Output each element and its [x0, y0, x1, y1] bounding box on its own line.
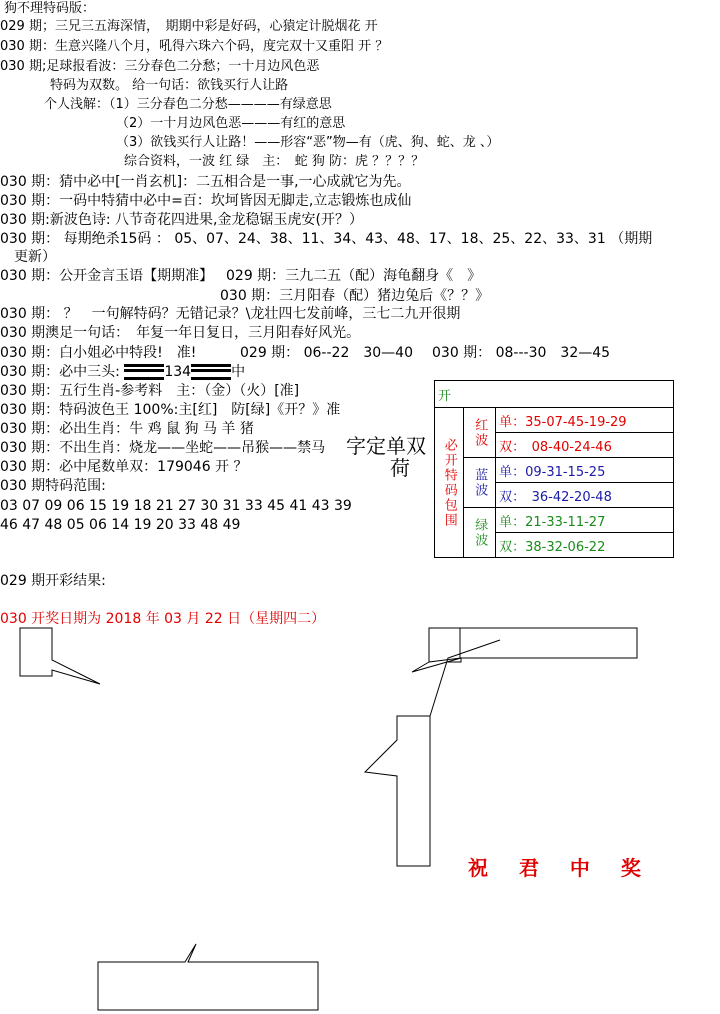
text-line: 029 期；三兄三五海深情， 期期中彩是好码，心猿定计脱烟花 开: [0, 19, 378, 34]
callout-box: [460, 628, 637, 658]
text-line: 030 期：五行生肖-参考料 主：（金）（火）[准]: [0, 383, 300, 399]
red-single: 单：35-07-45-19-29: [496, 408, 674, 433]
red-wave-label: 红波: [464, 408, 496, 458]
value: 中: [231, 364, 246, 380]
text-line: 030 期：三月阳春（配）猪边兔后《？？》: [220, 288, 490, 304]
big-word: 荷: [390, 456, 410, 480]
text-line: 030 期：生意兴隆八个月，吼得六珠六个码，度完双十又重阳 开 ？: [0, 39, 389, 54]
result-title: 029 期开彩结果:: [0, 573, 106, 589]
table-left-label: 必开特码包围: [435, 408, 464, 558]
text-line: 030 期:新波色诗: 八节奇花四进果,金龙稳锯玉虎安(开？）: [0, 212, 363, 228]
text-line: 个人浅解：（1）三分春色二分愁————有绿意思: [44, 97, 332, 112]
text-line: （3）欲钱买行人让路！——形容“恶”物—有（虎、狗、蛇、龙 、）: [116, 135, 500, 150]
text-line: 030 期澳足一句话： 年复一年日复日，三月阳春好风光。: [0, 325, 361, 341]
text-line: （2）一十月边风色恶———有红的意思: [116, 116, 346, 131]
text-line: 030 期：必中尾数单双：179046 开 ？: [0, 459, 248, 475]
text-line: 030 期：特码波色王 100%:主[红] 防[绿]《开？》准: [0, 402, 341, 418]
number-range: 03 07 09 06 15 19 18 21 27 30 31 33 45 41 43 39: [0, 498, 352, 514]
big-word: 字定单双: [346, 434, 426, 458]
text-line: 030 期：不出生肖：烧龙——坐蛇——吊猴——禁马: [0, 440, 326, 456]
text-line: 029 期：三九二五（配）海龟翻身《 》: [226, 268, 482, 284]
draw-date: 030 开奖日期为 2018 年 03 月 22 日（星期四二）: [0, 611, 326, 627]
callout-box: [98, 944, 318, 1010]
text-line: 特码为双数。 给一句话：欲钱买行人让路: [50, 78, 289, 93]
text-line: 030 期：猜中必中[一肖玄机]：二五相合是一事,一心成就它为先。: [0, 174, 411, 190]
green-single: 单：21-33-11-27: [496, 508, 674, 533]
text-line: 综合资料，一波 红 绿 主： 蛇 狗 防：虎 ？？？？: [124, 154, 425, 169]
page-title: 狗不理特码版：: [4, 1, 96, 16]
text-line: 030 期： 每期绝杀15码 ： 05、07、24、38、11、34、43、48、17、18、25、22、33、31 （期期: [0, 231, 653, 247]
blue-wave-label: 蓝波: [464, 458, 496, 508]
text-line: 更新）: [14, 249, 56, 265]
text-line: 030 期;足球报看波：三分春色二分愁；一十月边风色恶: [0, 59, 320, 74]
callout-box: [20, 628, 100, 684]
text-line: 030 期：必出生肖：牛 鸡 鼠 狗 马 羊 猪: [0, 421, 254, 437]
number-range: 46 47 48 05 06 14 19 20 33 48 49: [0, 517, 241, 533]
label: 030 期：必中三头:: [0, 364, 120, 380]
value: 134: [164, 364, 192, 380]
text-line: 030 期特码范围:: [0, 478, 106, 494]
text-line: 030 期： 08---30 32—45: [432, 345, 611, 361]
text-line: 030 期：一码中特猜中必中=百：坎坷皆因无脚走,立志锻炼也成仙: [0, 193, 412, 209]
green-double: 双：38-32-06-22: [496, 533, 674, 558]
blessing-text: 祝 君 中 奖: [468, 856, 653, 880]
text-line: 030 期：公开金言玉语【期期准】: [0, 268, 214, 284]
text-line: 030 期： ？ 一句解特码？无错记录？\龙壮四七发前峰，三七二九开很期: [0, 306, 461, 322]
table-header: 开: [435, 381, 674, 408]
blue-single: 单：09-31-15-25: [496, 458, 674, 483]
green-wave-label: 绿波: [464, 508, 496, 558]
text-line: 029 期： 06--22 30—40: [240, 345, 413, 361]
callout-box: [365, 716, 430, 866]
callout-box: [429, 628, 461, 662]
red-double: 双： 08-40-24-46: [496, 433, 674, 458]
text-line: 030 期：白小姐必中特段! 准!: [0, 345, 197, 361]
blue-double: 双： 36-42-20-48: [496, 483, 674, 508]
